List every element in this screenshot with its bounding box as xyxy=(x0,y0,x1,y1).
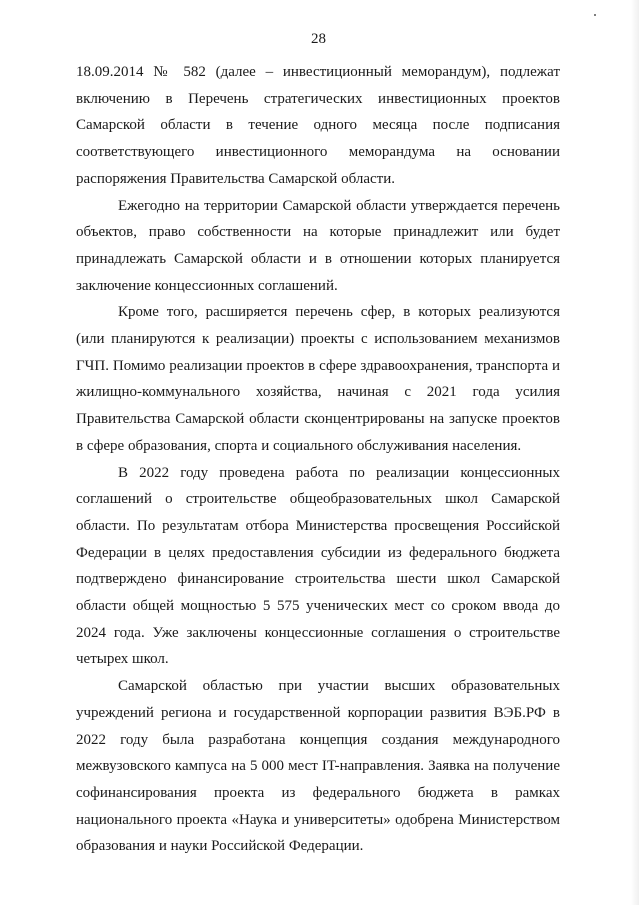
paragraph-school-concessions: В 2022 году проведена работа по реализации концессионных соглашений о строительстве общеобразовательных школ Самарской области. По результатам отбора Министерства просвещения Российской Федерации в целях предоставления субсидии из федерального бюджета подтверждено финансирование строительства шести школ Самарской области общей мощностью 5 575 ученических мест со сроком ввода до 2024 года. Уже заключены концессионные соглашения о строительстве четырех школ. xyxy=(76,464,560,668)
paragraph-annual-list: Ежегодно на территории Самарской области утверждается перечень объектов, право собственности на которые принадлежит или будет принадлежать Самарской области и в отношении которых планируется заключение концессионных соглашений. xyxy=(76,197,560,294)
paragraph-ppp-spheres: Кроме того, расширяется перечень сфер, в которых реализуются (или планируются к реализации) проекты с использованием механизмов ГЧП. Помимо реализации проектов в сфере здравоохранения, транспорта и жилищно-коммунального хозяйства, начиная с 2021 года усилия Правительства Самарской области сконцентрированы на запуске проектов в сфере образования, спорта и социального обслуживания населения. xyxy=(76,304,560,454)
document-body xyxy=(76,59,560,860)
page-number: 28 xyxy=(311,31,326,47)
paragraph-campus: Самарской областью при участии высших образовательных учреждений региона и государственной корпорации развития ВЭБ.РФ в 2022 году была разработана концепция создания международного межвузовского кампуса на 5 000 мест IT-направления. Заявка на получение софинансирования проекта из федерального бюджета в рамках национального проекта «Наука и университеты» одобрена Министерством образования и науки Российской Федерации. xyxy=(76,678,560,855)
scan-mark xyxy=(594,14,596,16)
paragraph-memorandum: 18.09.2014 № 582 (далее – инвестиционный меморандум), подлежат включению в Перечень стратегических инвестиционных проектов Самарской области в течение одного месяца после подписания соответствующего инвестиционного меморандума на основании распоряжения Правительства Самарской области. xyxy=(76,64,560,187)
page-edge-shadow xyxy=(631,0,639,905)
